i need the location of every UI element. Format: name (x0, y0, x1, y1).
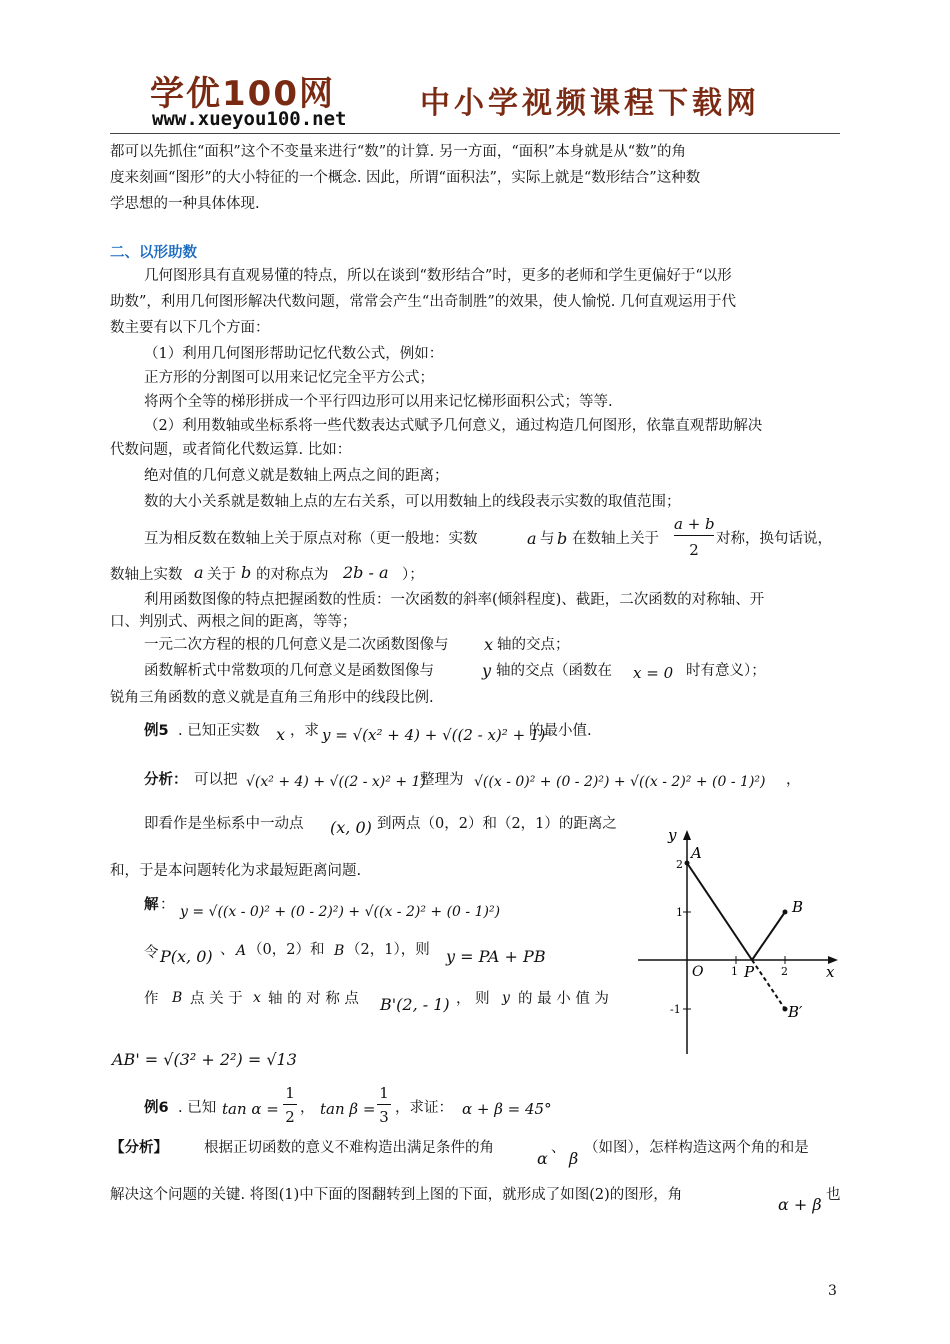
text-line: （2）利用数轴或坐标系将一些代数表达式赋予几何意义，通过构造几何图形，依靠直观帮助解决 (144, 418, 763, 434)
text-line: 轴 的 对 称 点 (268, 991, 359, 1007)
x-tick-label: 2 (781, 965, 788, 978)
text-line: 即看作是坐标系中一动点 (144, 816, 304, 832)
x-tick-label: 1 (731, 965, 738, 978)
text-line: 的对称点为 (256, 567, 329, 583)
y-tick-label: 2 (676, 858, 683, 871)
text-line: 几何图形具有直观易懂的特点，所以在谈到“数形结合”时，更多的老师和学生更偏好于“以形 (144, 268, 732, 284)
x-axis-label: x (826, 963, 835, 981)
math-expression: √(x² + 4) + √((2 - x)² + 1) (246, 774, 426, 790)
logo-url: www.xueyou100.net (152, 108, 347, 130)
text-line: 解决这个问题的关键. 将图(1)中下面的图翻转到上图的下面，就形成了如图(2)的图形，角 (110, 1187, 683, 1203)
math-var-y: y (502, 990, 510, 1006)
text-line: 数轴上实数 (110, 567, 183, 583)
math-point-p: P(x, 0) (160, 947, 213, 966)
text-line: . 已知正实数 (178, 723, 260, 739)
text-line: 数的大小关系就是数轴上点的左右关系，可以用数轴上的线段表示实数的取值范围； (144, 494, 681, 510)
fraction-numerator: a + b (674, 515, 715, 533)
math-point-b: B (334, 943, 345, 959)
math-var-b: b (557, 529, 568, 548)
text-line: 绝对值的几何意义就是数轴上两点之间的距离； (144, 468, 449, 484)
text-line: 的 最 小 值 为 (518, 991, 609, 1007)
text-line: 整理为 (420, 772, 464, 788)
segment-pb (752, 912, 785, 960)
y-axis-label: y (668, 826, 677, 844)
point-a-dot (685, 861, 690, 866)
text-line: 的最小值. (529, 723, 592, 739)
text-line: 将两个全等的梯形拼成一个平行四边形可以用来记忆梯形面积公式；等等. (144, 394, 613, 410)
text-line: 口、判别式、两根之间的距离，等等； (110, 614, 357, 630)
math-reflection: 2b - a (343, 563, 389, 582)
math-point-b: B (172, 990, 183, 1006)
text-line: 根据正切函数的意义不难构造出满足条件的角 (204, 1140, 494, 1156)
math-point-a: A (236, 943, 247, 959)
point-b-label: B (792, 898, 804, 916)
text-line: ）； (402, 567, 424, 583)
point-a-label: A (691, 844, 702, 862)
math-var-a: a (194, 563, 204, 582)
text-line: （2，1），则 (346, 942, 430, 958)
text-line: 助数”，利用几何图形解决代数问题，常常会产生“出奇制胜”的效果，使人愉悦. 几何直观运用于代 (110, 294, 736, 310)
text-line: 与 (540, 531, 555, 547)
math-tan-alpha: tan α = (222, 1100, 279, 1118)
math-solution: y = √((x - 0)² + (0 - 2)²) + √((x - 2)² + (0 - 1)²) (180, 904, 501, 920)
fraction-numerator: 1 (379, 1084, 389, 1102)
text-line: 时有意义）； (686, 663, 766, 679)
point-bprime-label: B′ (788, 1003, 803, 1021)
text-line: 互为相反数在数轴上关于原点对称（更一般地：实数 (144, 531, 478, 547)
math-point: (x, 0) (330, 818, 372, 837)
text-line: 都可以先抓住“面积”这个不变量来进行“数”的计算. 另一方面，“面积”本身就是从“数”的角 (110, 144, 687, 160)
math-objective: y = √(x² + 4) + √((2 - x)² + 1) (322, 726, 546, 744)
fraction-bar (283, 1104, 297, 1105)
section-heading: 二、以形助数 (110, 245, 197, 261)
text-line: 到两点（0，2）和（2，1）的距离之 (377, 816, 617, 832)
math-var-x: x (276, 725, 286, 744)
math-alpha-plus-beta: α + β (778, 1195, 822, 1214)
text-line: ， (786, 772, 801, 788)
text-line: （0，2）和 (248, 942, 325, 958)
math-goal: α + β = 45° (462, 1100, 552, 1118)
text-line: 、 (551, 1140, 566, 1156)
text-line: 、 (220, 942, 235, 958)
segment-pa (687, 863, 752, 960)
page-number: 3 (828, 1283, 837, 1299)
text-line: ，求 (290, 723, 319, 739)
text-line: ，求证： (395, 1100, 453, 1116)
text-line: 利用函数图像的特点把握函数的性质：一次函数的斜率(倾斜程度)、截距，二次函数的对称轴、开 (144, 592, 765, 608)
text-line: 学思想的一种具体体现. (110, 196, 260, 212)
header-rule (110, 133, 840, 134)
solution-label: 解 (144, 897, 159, 913)
text-line: 度来刻画“图形”的大小特征的一个概念. 因此，所谓“面积法”，实际上就是“数形结合”这种数 (110, 170, 701, 186)
fraction-bar (674, 535, 714, 536)
site-tagline: 中小学视频课程下载网 (420, 86, 760, 121)
analysis-label: 分析： (144, 772, 188, 788)
math-x-zero: x = 0 (633, 664, 674, 682)
point-p-label: P (744, 963, 755, 981)
y-axis-arrow (683, 830, 691, 840)
text-line: 点 关 于 (190, 991, 243, 1007)
y-tick-label: -1 (670, 1003, 681, 1016)
text-line: 也 (826, 1187, 841, 1203)
text-line: 作 (144, 991, 159, 1007)
example-label: 例6 (144, 1100, 169, 1116)
text-line: 代数问题，或者简化代数运算. 比如： (110, 442, 352, 458)
example-label: 例5 (144, 723, 169, 739)
point-bprime-dot (783, 1007, 788, 1012)
math-bprime: B'(2, - 1) (380, 995, 450, 1014)
math-var-a: a (527, 529, 537, 548)
text-line: 轴的交点（函数在 (496, 663, 612, 679)
math-sum: y = PA + PB (446, 947, 546, 966)
text-line: （1）利用几何图形帮助记忆代数公式，例如： (144, 346, 444, 362)
origin-label: O (692, 964, 704, 980)
logo-text: 学优100网 (150, 74, 335, 114)
math-alpha: α (537, 1149, 548, 1168)
y-tick-label: 1 (676, 906, 683, 919)
text-line: 在数轴上关于 (572, 531, 659, 547)
point-b-dot (783, 910, 788, 915)
text-line: 轴的交点； (497, 637, 570, 653)
text-line: 锐角三角函数的意义就是直角三角形中的线段比例. (110, 690, 434, 706)
text-line: 对称，换句话说， (716, 531, 832, 547)
text-line: 令 (144, 945, 159, 961)
text-line: 数主要有以下几个方面： (110, 320, 270, 336)
fraction-numerator: 1 (285, 1084, 295, 1102)
text-line: 正方形的分割图可以用来记忆完全平方公式； (144, 370, 434, 386)
math-var-y: y (482, 661, 492, 680)
text-line: 函数解析式中常数项的几何意义是函数图像与 (144, 663, 434, 679)
text-line: ， (300, 1100, 315, 1116)
math-var-x: x (484, 635, 494, 654)
text-line: 关于 (207, 567, 236, 583)
text-line: 和，于是本问题转化为求最短距离问题. (110, 863, 362, 879)
text-line: ： (160, 897, 175, 913)
text-line: 一元二次方程的根的几何意义是二次函数图像与 (144, 637, 449, 653)
math-var-x: x (253, 990, 261, 1006)
math-beta: β (569, 1149, 579, 1168)
analysis-label: 【分析】 (110, 1140, 168, 1156)
fraction-bar (377, 1104, 391, 1105)
fraction-denominator: 2 (285, 1108, 295, 1126)
math-tan-beta: tan β = (320, 1100, 376, 1118)
math-expression: √((x - 0)² + (0 - 2)²) + √((x - 2)² + (0 - 1)²) (474, 774, 766, 790)
math-var-b: b (241, 563, 252, 582)
text-line: 可以把 (194, 772, 238, 788)
coordinate-figure (630, 820, 845, 1060)
fraction-denominator: 3 (379, 1108, 389, 1126)
text-line: （如图），怎样构造这两个角的和是 (584, 1140, 809, 1156)
text-line: . 已知 (178, 1100, 217, 1116)
fraction-denominator: 2 (689, 541, 699, 559)
math-min-value: AB' = √(3² + 2²) = √13 (112, 1050, 297, 1069)
text-line: ， 则 (456, 991, 490, 1007)
